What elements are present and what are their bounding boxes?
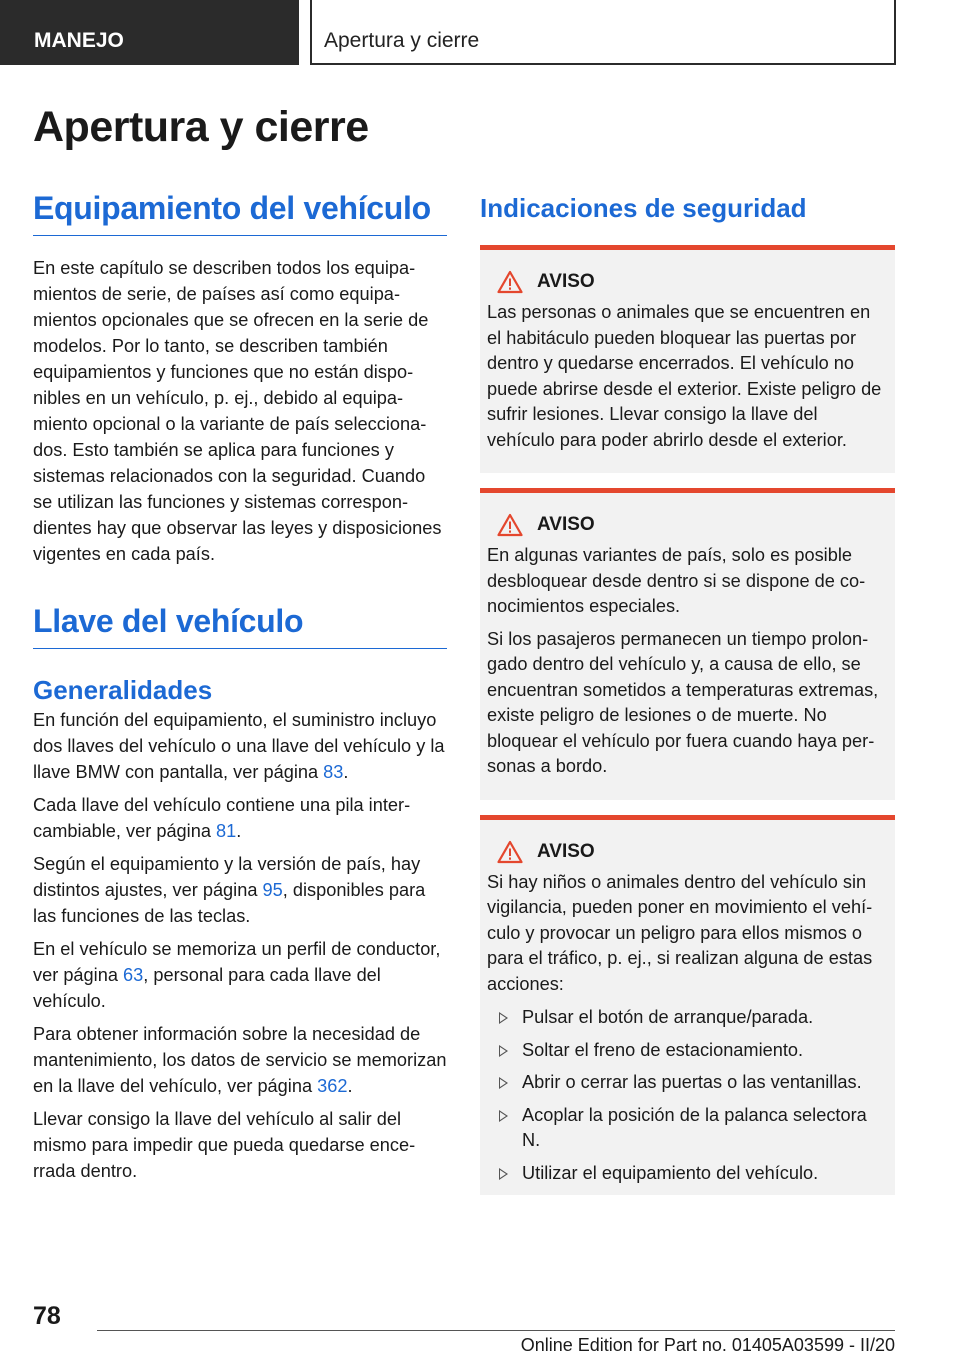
paragraph-settings [33, 851, 447, 929]
paragraph-driver-profile [33, 936, 447, 1014]
warning-notice-2 [480, 488, 895, 800]
text: , personal para cada llave del vehículo. [33, 965, 381, 1011]
header-chapter-label: Apertura y cierre [312, 0, 896, 65]
bullet-triangle-icon [499, 1045, 508, 1057]
paragraph-keys-supplied [33, 707, 447, 785]
safety-section-title: Indicaciones de seguridad [480, 193, 807, 223]
notice-header [487, 270, 888, 294]
notice-text: Las personas o animales que se encuentren en el habitáculo pueden bloquear las puertas por dentro y quedarse encerrados. El vehículo no puede abrirse desde el exterior. Existe peligro de sufrir lesiones. Llevar consigo la llave del vehículo para poder abrirlo desde el exterior. [487, 302, 882, 450]
list-item-text: Soltar el freno de estacionamiento. [522, 1039, 804, 1060]
paragraph-service-data [33, 1021, 447, 1099]
warning-triangle-icon [497, 270, 523, 294]
list-item-text: Acoplar la posición de la palanca selectora N. [522, 1104, 867, 1150]
text: . [343, 762, 349, 782]
key-section-title: Llave del vehículo [33, 603, 447, 649]
text: . [347, 1076, 353, 1096]
list-item-text: Utilizar el equipamiento del vehículo. [522, 1162, 819, 1183]
text: . [236, 821, 242, 841]
notice-header [487, 840, 888, 864]
paragraph-carry-key: Llevar consigo la llave del vehículo al salir del mismo para impedir que pueda quedarse encerrada dentro. [33, 1109, 416, 1181]
list-item [487, 1161, 888, 1187]
warning-triangle-icon [497, 513, 523, 537]
bullet-triangle-icon [499, 1012, 508, 1024]
page-title: Apertura y cierre [33, 103, 369, 151]
text: Cada llave del vehículo contiene una pila intercambiable, ver página [33, 795, 411, 841]
list-item-text: Abrir o cerrar las puertas o las ventanillas. [522, 1072, 862, 1092]
text: , disponibles para las funciones de las teclas. [33, 880, 426, 926]
page-link-63[interactable]: 63 [123, 965, 144, 985]
page-link-362[interactable]: 362 [317, 1076, 348, 1096]
warning-notice-1 [480, 245, 895, 473]
page-number: 78 [33, 1302, 61, 1330]
equipment-paragraph: En este capítulo se describen todos los equipamientos de serie, de países así como equipamientos opcionales que se ofrecen en la serie de modelos. Por lo tanto, se describen también equipamientos y funciones que no están disponibles en un vehículo, p. ej., debido al equipamiento opcional o la variante de país seleccionados. Esto también se aplica para funciones y sistemas relacionados con la seguridad. Cuando se utilizan las funciones y sistemas correspondientes hay que observar las leyes y disposiciones vigentes en cada país. [33, 258, 442, 564]
warning-triangle-icon [497, 840, 523, 864]
text: En función del equipamiento, el suministro incluyo dos llaves del vehículo o una llave del vehículo y la llave BMW con pantalla, ver página [33, 710, 445, 782]
notice-text: Si los pasajeros permanecen un tiempo prolongado dentro del vehículo y, a causa de ello, se encuentran sometidos a temperaturas extremas, existe peligro de lesiones o de muerte. No bloquear el vehículo por fuera cuando haya personas a bordo. [487, 628, 879, 776]
text: Para obtener información sobre la necesidad de mantenimiento, los datos de servicio se memorizan en la llave del vehículo, ver página [33, 1024, 447, 1096]
notice-title: AVISO [537, 840, 595, 862]
notice-header [487, 513, 888, 537]
list-item-text: Pulsar el botón de arranque/parada. [522, 1007, 814, 1027]
actions-list [487, 1005, 888, 1186]
notice-text: En algunas variantes de país, solo es posible desbloquear desde dentro si se dispone de conocimientos especiales. [487, 545, 866, 616]
text: En el vehículo se memoriza un perfil de conductor, ver página [33, 939, 441, 985]
text: Según el equipamiento y la versión de país, hay distintos ajustes, ver página [33, 854, 421, 900]
equipment-section-title: Equipamiento del vehículo [33, 190, 447, 236]
warning-notice-3 [480, 815, 895, 1196]
bullet-triangle-icon [499, 1168, 508, 1180]
page-link-81[interactable]: 81 [216, 821, 237, 841]
list-item [487, 1070, 888, 1096]
left-column [33, 190, 447, 1184]
bullet-triangle-icon [499, 1110, 508, 1122]
list-item [487, 1038, 888, 1064]
bullet-triangle-icon [499, 1077, 508, 1089]
paragraph-battery [33, 792, 447, 844]
footer-edition: Online Edition for Part no. 01405A03599 - II/20 [520, 1335, 895, 1355]
page-link-95[interactable]: 95 [262, 880, 283, 900]
page-link-83[interactable]: 83 [323, 762, 344, 782]
list-item [487, 1005, 888, 1031]
notice-text: Si hay niños o animales dentro del vehículo sin vigilancia, pueden poner en movimiento el vehículo y provocar un peligro para ellos mismos o para el tráfico, p. ej., si realizan alguna de estas acciones: [487, 871, 873, 994]
notice-title: AVISO [537, 514, 595, 535]
header-section-label: MANEJO [0, 0, 299, 65]
list-item [487, 1103, 888, 1154]
footer-divider [97, 1330, 895, 1331]
general-subtitle: Generalidades [33, 675, 213, 705]
right-column [480, 190, 895, 1195]
notice-title: AVISO [537, 271, 595, 292]
